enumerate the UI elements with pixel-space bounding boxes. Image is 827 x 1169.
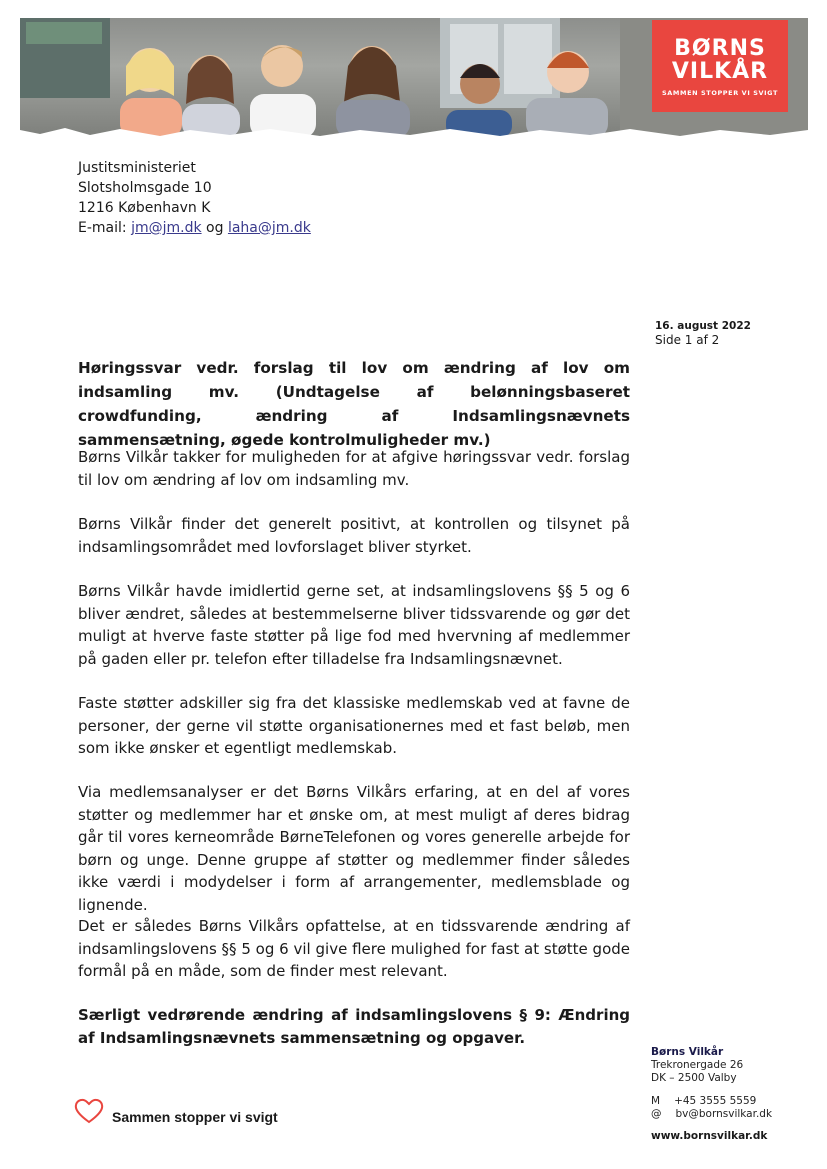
logo-line-2: VILKÅR — [671, 59, 769, 84]
date-block — [655, 319, 751, 347]
paragraph: Via medlemsanalyser er det Børns Vilkårs erfaring, at en del af vores støtter og medlemmer har et ønske om, at mest muligt af deres bidrag går til vores kerneområde BørneTelefonen og vores generelle arbejde for børn og unge. Denne gruppe af støtter og medlemmer finder således ikke værdi i modydelser i form af arrangementer, medlemsblade og lignende. — [78, 783, 630, 914]
recipient-address — [78, 158, 311, 238]
section-heading: Særligt vedrørende ændring af indsamlingslovens § 9: Ændring af Indsamlingsnævnets sammensætning og opgaver. — [78, 1006, 630, 1047]
email-link-laha[interactable]: laha@jm.dk — [227, 220, 311, 236]
recipient-email-line — [78, 218, 311, 238]
brand-logo — [652, 20, 788, 112]
paragraph: Det er således Børns Vilkårs opfattelse, at en tidssvarende ændring af indsamlingslovens §§ 5 og 6 vil give flere mulighed for fast at støtte gode formål på en måde, som de finder mest relevant. — [78, 917, 630, 980]
footer-slogan — [74, 1097, 278, 1125]
paragraph: Børns Vilkår finder det generelt positivt, at kontrollen og tilsynet på indsamlingsområdet med lovforslaget bliver styrket. — [78, 515, 630, 556]
recipient-line: 1216 København K — [78, 200, 211, 216]
paragraph: Børns Vilkår takker for muligheden for at afgive høringssvar vedr. forslag til lov om ændring af lov om indsamling mv. — [78, 448, 630, 489]
contact-phone-row — [651, 1095, 772, 1108]
email-label: @ — [651, 1108, 662, 1120]
contact-city: DK – 2500 Valby — [651, 1072, 737, 1084]
recipient-line: Justitsministeriet — [78, 160, 196, 176]
contact-street: Trekronergade 26 — [651, 1059, 744, 1071]
logo-tagline: SAMMEN STOPPER VI SVIGT — [662, 89, 778, 97]
page-number: Side 1 af 2 — [655, 333, 720, 347]
paragraph: Børns Vilkår havde imidlertid gerne set, at indsamlingslovens §§ 5 og 6 bliver ændret, således at bestemmelserne bliver tidssvarende og gør det muligt at hverve faste støtter på lige fod med hvervning af medlemmer på gaden eller pr. telefon efter tilladelse fra Indsamlingsnævnet. — [78, 582, 630, 668]
paragraph: Faste støtter adskiller sig fra det klassiske medlemskab ved at favne de personer, der gerne vil støtte organisationernes med et fast beløb, men som ikke ønsker et egentligt medlemskab. — [78, 694, 630, 757]
logo-line-1: BØRNS — [674, 36, 766, 61]
contact-email-row — [651, 1108, 772, 1121]
document-title: Høringssvar vedr. forslag til lov om ændring af lov om indsamling mv. (Undtagelse af belønningsbaseret crowdfunding, ændring af Indsamlingsnævnets sammensætning, øgede kontrolmuligheder mv.) — [78, 359, 630, 449]
contact-block — [651, 1046, 772, 1121]
slogan-text: Sammen stopper vi svigt — [112, 1109, 278, 1125]
contact-email[interactable]: bv@bornsvilkar.dk — [675, 1108, 773, 1120]
recipient-line: Slotsholmsgade 10 — [78, 180, 212, 196]
heart-icon — [74, 1098, 104, 1124]
email-prefix: E-mail: — [78, 220, 127, 236]
email-join: og — [206, 220, 224, 236]
contact-phone[interactable]: +45 3555 5559 — [674, 1095, 757, 1107]
phone-label: M — [651, 1095, 661, 1107]
website-link[interactable]: www.bornsvilkar.dk — [651, 1130, 768, 1142]
letter-date: 16. august 2022 — [655, 320, 751, 332]
email-link-jm[interactable]: jm@jm.dk — [131, 220, 202, 236]
contact-org: Børns Vilkår — [651, 1046, 724, 1058]
